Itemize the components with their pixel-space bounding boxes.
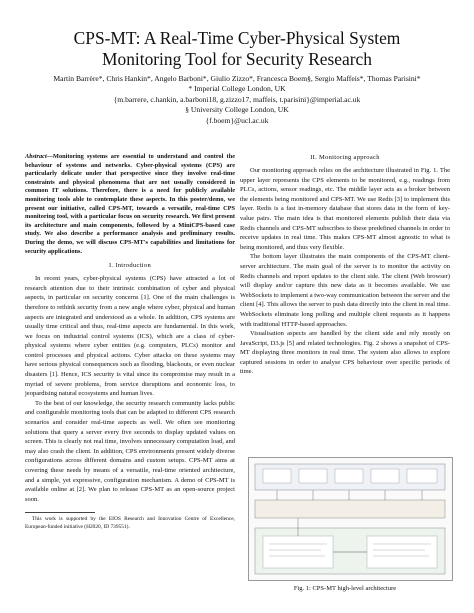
abstract-label: Abstract (25, 153, 47, 160)
architecture-figure (248, 457, 453, 581)
title-line-2: Monitoring Tool for Security Research (102, 49, 372, 69)
affiliation-ucl: § University College London, UK (185, 105, 289, 115)
cps-element-box (299, 469, 327, 483)
author-list: Martín Barrère*, Chris Hankin*, Angelo Barboni*, Giulio Zizzo*, Francesca Boem§, Sergio Maffeis*, Thomas Parisini* (53, 74, 421, 83)
emails-imperial: {m.barrere, c.hankin, a.barboni18, g.zizzo17, maffeis, t.parisini}@imperial.ac.uk (113, 94, 361, 104)
funding-footnote: This work is supported by the EIOS Research and Innovation Centre of Excellence, European-funded initiative (H2020, ID 739551). (25, 516, 235, 530)
intro-paragraph-2: To the best of our knowledge, the security research community lacks public and configurable monitoring tools that can be adapted to different CPS research scenarios and consider real-time aspects as well. We often see monitoring solutions that query a server every five seconds to display updated values on screen. This is clearly not real time, involves unnecessary computation load, and may also crash the client. In addition, CPS environments present widely diverse configurations across different domains and custom setups. CPS-MT aims at covering these needs by means of a versatile, real-time oriented architecture, and a simple, yet expressive, configuration mechanism. A demo of CPS-MT is available online at [2]. We plan to release CPS-MT as an open-source project soon. (25, 399, 235, 503)
affiliation-imperial: * Imperial College London, UK (188, 84, 286, 94)
right-column (240, 153, 450, 377)
author-block (8, 74, 466, 126)
figure-caption: Fig. 1: CPS-MT high-level architecture (293, 585, 397, 592)
paper-title (0, 28, 474, 70)
architecture-diagram (249, 458, 452, 580)
client-box (367, 536, 437, 568)
server-box (263, 536, 333, 568)
monitoring-paragraph-2: The bottom layer illustrates the main components of the CPS-MT client-server architecture. The main goal of the server is to monitor the activity on Redis channels and report updates to the client side. The client (Web browser) will display and/or capture this new data as it becomes available. We use WebSockets to implement a two-way communication between the server and the client [4]. This allows the server to push data directly into the client in real time. WebSockets eliminate long polling and multiple client requests as it happens with traditional HTTP-based approaches. (240, 253, 450, 328)
broker-layer-box (255, 500, 445, 518)
emails-ucl: {f.boem}@ucl.ac.uk (205, 115, 269, 125)
cps-element-box (407, 469, 437, 483)
left-column (25, 153, 235, 531)
cps-element-box (263, 469, 291, 483)
cps-element-box (335, 469, 363, 483)
intro-paragraph-1: In recent years, cyber-physical systems (CPS) have attracted a lot of research attention due to their intrinsic combination of cyber and physical aspects, in particular on security concerns [1]. One of the main challenges is therefore to rethink security from a new angle where cyber, physical and human aspects are integrated and understood as a whole. In addition, CPS systems are usually time critical and thus, real-time aspects are fundamental. In this work, we focus on industrial control systems (ICS), which are a class of cyber-physical systems where cyber entities (e.g. computers, PLCs) monitor and control processes and physical actions. Cyber attacks on these systems may have serious physical consequences such as flooding, blackouts, or even nuclear disasters [1]. Hence, ICS security is vital since its compromise may result in a myriad of severe problems, from service disruptions and economic loss, to jeopardising natural ecosystems and human lives. (25, 275, 235, 398)
section-heading-monitoring: II. Monitoring approach (310, 154, 380, 161)
title-line-1: CPS-MT: A Real-Time Cyber-Physical System (73, 28, 401, 48)
abstract (25, 153, 235, 256)
cps-element-box (371, 469, 399, 483)
section-heading-introduction: I. Introduction (108, 262, 152, 270)
monitoring-paragraph-3: Visualisation aspects are handled by the client side and rely mostly on JavaScript, D3.js [5] and related technologies. Fig. 2 shows a snapshot of CPS-MT displaying three monitors in real time. The system also allows to explore captured sessions in order to analyse CPS behaviour over specific periods of time. (240, 330, 450, 376)
abstract-text: —Monitoring systems are essential to understand and control the behaviour of systems and networks. Cyber-physical systems (CPS) are particularly delicate under that perspective since they involve real-time constraints and physical phenomena that are not usually considered in common IT solutions. Therefore, there is a need for publicly available monitoring tools able to contemplate these aspects. In this poster/demo, we present our initiative, called CPS-MT, towards a versatile, real-time CPS monitoring tool, with a particular focus on security research. We first present its architecture and main components, followed by a MiniCPS-based case study. We also describe a performance analysis and preliminary results. During the demo, we will discuss CPS-MT's capabilities and limitations for security applications. (25, 153, 235, 255)
footnote-rule (25, 512, 95, 513)
monitoring-paragraph-1: Our monitoring approach relies on the architecture illustrated in Fig. 1. The upper layer represents the CPS elements to be monitored, e.g., readings from PLCs, actions, sensor readings, etc. The middle layer acts as a broker between the elements being monitored and CPS-MT. We use Redis [3] to implement this layer. Redis is a fast in-memory database that stores data in the form of key-value pairs. The main idea is that monitored elements publish their data via Redis channels and CPS-MT subscribes to these predefined channels in order to receive updates in real time. This makes CPS-MT almost agnostic to what is being monitored, and thus very flexible. (240, 167, 450, 251)
